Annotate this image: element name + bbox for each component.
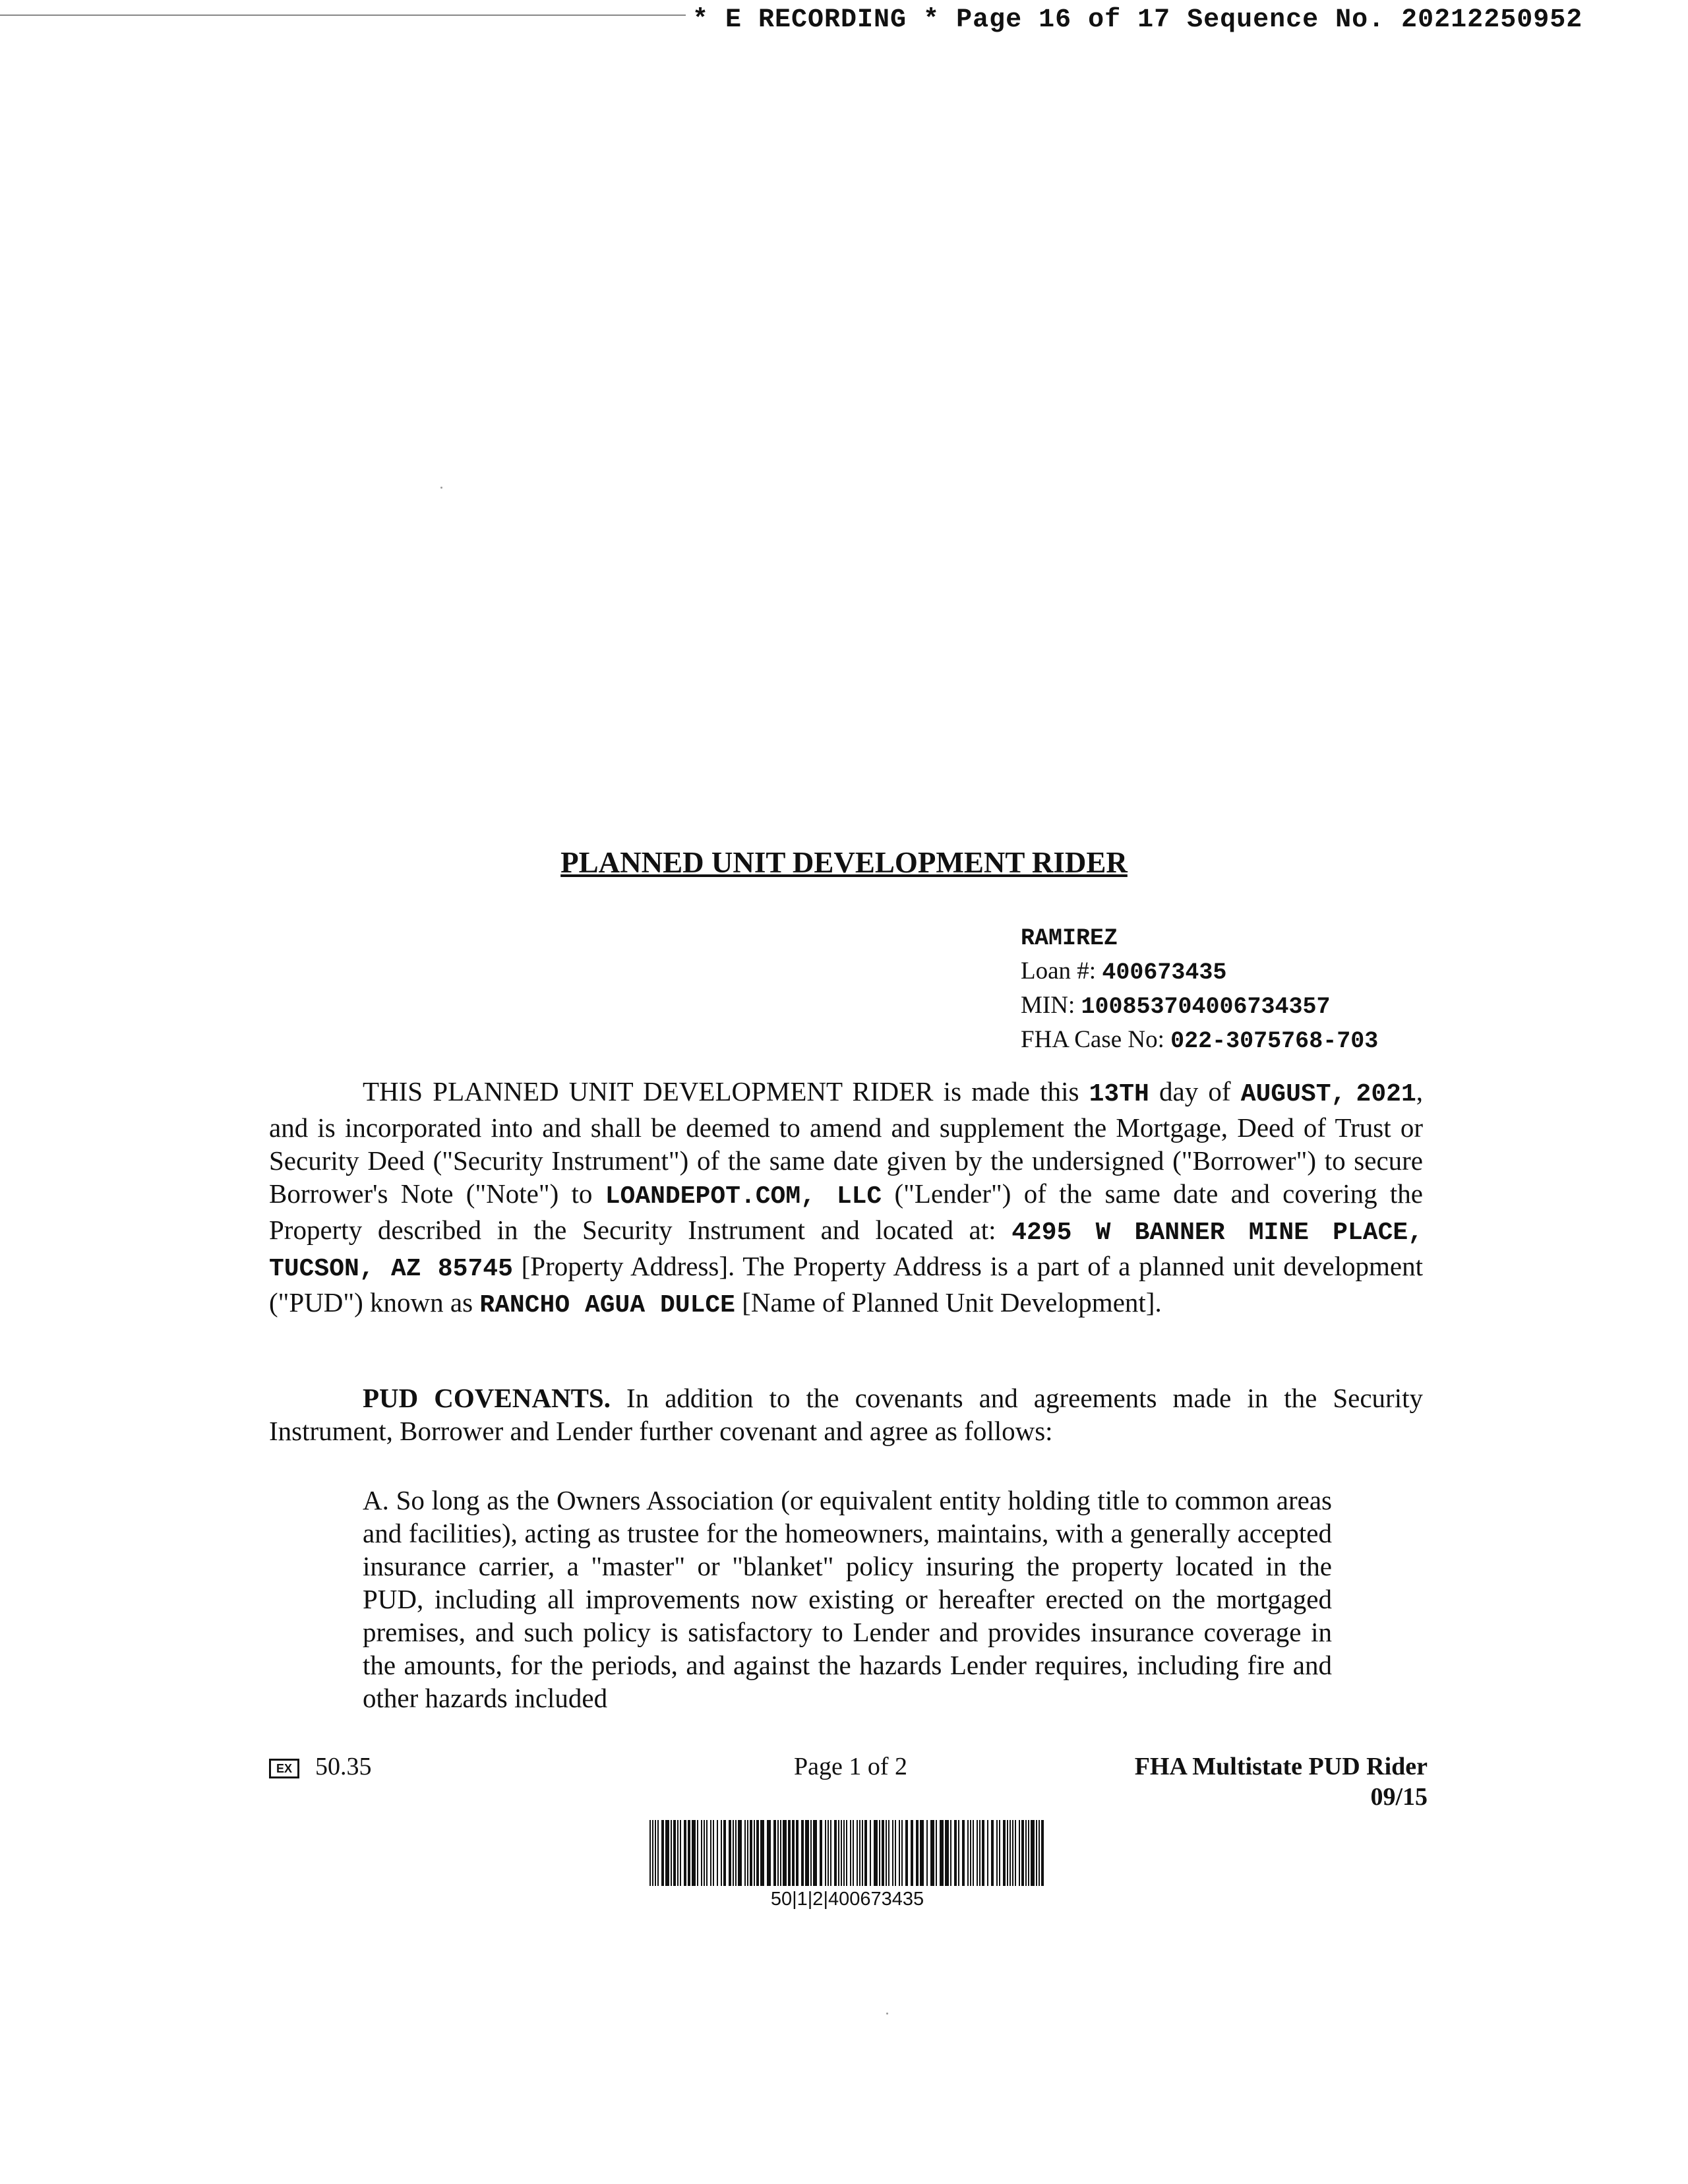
barcode-bar [962, 1820, 965, 1886]
barcode-bar [1010, 1820, 1011, 1886]
barcode-bar [704, 1820, 705, 1886]
barcode-bar [692, 1820, 696, 1886]
barcode-bar [999, 1820, 1000, 1886]
barcode-bar [996, 1820, 998, 1886]
loan-info-block [1021, 922, 1378, 1058]
rider-year: 2021 [1356, 1080, 1416, 1108]
loan-number: 400673435 [1102, 959, 1227, 986]
barcode-bar [677, 1820, 678, 1886]
barcode-bar [940, 1820, 944, 1886]
barcode-bar [967, 1820, 969, 1886]
form-date: 09/15 [1370, 1783, 1428, 1811]
barcode-bar [916, 1820, 919, 1886]
barcode-bar [1021, 1820, 1024, 1886]
intro-text: , and is incorporated into and shall be deemed to amend and supplement the Mortgage, Deed of Trust or Security Deed ("Security Instrument") of the same date given by the undersigned ("Borrower") to secure Borrower's Note ("Note") to [269, 1076, 1423, 1209]
rider-month: AUGUST, [1240, 1080, 1346, 1108]
intro-text: ("Lender") of the same date and covering the Property described in the Security Instrument and located at: [269, 1178, 1423, 1245]
barcode [649, 1820, 1045, 1910]
barcode-bar [738, 1820, 742, 1886]
fha-case-label: FHA Case No: [1021, 1026, 1164, 1053]
property-address: 4295 W BANNER MINE PLACE, TUCSON, AZ 85745 [269, 1219, 1424, 1283]
barcode-bar [954, 1820, 957, 1886]
pud-covenants-text: In addition to the covenants and agreements made in the Security Instrument, Borrower and Lender further covenant and agree as follows: [269, 1383, 1423, 1446]
rider-day: 13TH [1089, 1080, 1149, 1108]
intro-text: [Property Address]. The Property Address is a part of a planned unit development ("PUD") known as [269, 1251, 1423, 1318]
barcode-bar [673, 1820, 676, 1886]
barcode-bar [783, 1820, 787, 1886]
barcode-bar [1028, 1820, 1029, 1886]
recording-stamp: * E RECORDING * Page 16 of 17 Sequence No. 20212250952 [692, 5, 1583, 35]
barcode-bar [701, 1820, 702, 1886]
barcode-bar [828, 1820, 829, 1886]
lender-name: LOANDEPOT.COM, LLC [605, 1182, 882, 1211]
barcode-bar [1031, 1820, 1035, 1886]
barcode-bar [684, 1820, 686, 1886]
barcode-bar [697, 1820, 698, 1886]
barcode-bar [979, 1820, 980, 1886]
barcode-bar [652, 1820, 653, 1886]
barcode-bar [801, 1820, 804, 1886]
barcode-bar [853, 1820, 854, 1886]
barcode-bar [936, 1820, 937, 1886]
ex-form-icon: EX [269, 1759, 299, 1778]
barcode-bar [680, 1820, 681, 1886]
barcode-bar [857, 1820, 858, 1886]
barcode-bar [834, 1820, 837, 1886]
scan-speck [886, 2013, 888, 2015]
barcode-bar [874, 1820, 878, 1886]
barcode-bar [1025, 1820, 1027, 1886]
barcode-bars [649, 1820, 1045, 1886]
barcode-bar [796, 1820, 799, 1886]
min-line [1021, 989, 1378, 1023]
barcode-bar [973, 1820, 974, 1886]
barcode-bar [945, 1820, 949, 1886]
barcode-bar [810, 1820, 812, 1886]
form-number: 50.35 [315, 1753, 372, 1780]
barcode-bar [850, 1820, 851, 1886]
barcode-bar [735, 1820, 737, 1886]
barcode-bar [655, 1820, 656, 1886]
barcode-bar [754, 1820, 755, 1886]
barcode-bar [1036, 1820, 1037, 1886]
barcode-bar [805, 1820, 809, 1886]
barcode-bar [838, 1820, 839, 1886]
barcode-bar [859, 1820, 860, 1886]
barcode-bar [892, 1820, 893, 1886]
barcode-bar [830, 1820, 831, 1886]
barcode-bar [886, 1820, 887, 1886]
barcode-bar [813, 1820, 817, 1886]
barcode-bar [788, 1820, 791, 1886]
barcode-bar [926, 1820, 928, 1886]
barcode-bar [958, 1820, 959, 1886]
barcode-bar [930, 1820, 934, 1886]
barcode-bar [870, 1820, 871, 1886]
barcode-bar [717, 1820, 718, 1886]
min-label: MIN: [1021, 992, 1075, 1019]
barcode-bar [879, 1820, 880, 1886]
barcode-bar [733, 1820, 734, 1886]
barcode-bar [920, 1820, 924, 1886]
intro-text [1346, 1076, 1356, 1107]
barcode-bar [767, 1820, 771, 1886]
intro-text: day of [1149, 1076, 1241, 1107]
barcode-bar [671, 1820, 672, 1886]
barcode-bar [882, 1820, 884, 1886]
loan-number-line [1021, 955, 1378, 989]
barcode-bar [756, 1820, 759, 1886]
barcode-bar [1015, 1820, 1016, 1886]
barcode-bar [895, 1820, 896, 1886]
barcode-bar [846, 1820, 847, 1886]
fha-case-number: 022-3075768-703 [1170, 1028, 1379, 1054]
barcode-bar [780, 1820, 781, 1886]
barcode-bar [901, 1820, 903, 1886]
barcode-bar [899, 1820, 900, 1886]
barcode-bar [661, 1820, 664, 1886]
scan-edge-line [0, 15, 686, 16]
page-number: Page 1 of 2 [793, 1753, 908, 1780]
pud-covenants-paragraph [269, 1381, 1423, 1447]
barcode-bar [1003, 1820, 1006, 1886]
barcode-bar [841, 1820, 842, 1886]
barcode-bar [773, 1820, 776, 1886]
document-title: PLANNED UNIT DEVELOPMENT RIDER [560, 846, 1128, 879]
barcode-bar [706, 1820, 708, 1886]
barcode-bar [843, 1820, 845, 1886]
barcode-bar [1041, 1820, 1044, 1886]
borrower-name: RAMIREZ [1021, 925, 1118, 952]
covenant-a-paragraph: A. So long as the Owners Association (or equivalent entity holding title to common areas and facilities), acting as trustee for the homeowners, maintains, with a generally accepted insurance carrier, a "master" or "blanket" policy insuring the property located in the PUD, including all improvements now existing or hereafter erected on the mortgaged premises, and such policy is satisfactory to Lender and provides insurance coverage in the amounts, for the periods, and against the hazards Lender requires, including fire and other hazards included [363, 1485, 1332, 1713]
barcode-bar [1039, 1820, 1040, 1886]
pud-covenants-heading: PUD COVENANTS. [363, 1383, 611, 1413]
intro-text: THIS PLANNED UNIT DEVELOPMENT RIDER is made this [363, 1076, 1089, 1107]
barcode-bar [747, 1820, 748, 1886]
pud-name: RANCHO AGUA DULCE [479, 1291, 735, 1320]
barcode-bar [970, 1820, 971, 1886]
barcode-bar [1012, 1820, 1013, 1886]
barcode-bar [744, 1820, 746, 1886]
intro-text: [Name of Planned Unit Development]. [735, 1287, 1162, 1318]
barcode-bar [750, 1820, 752, 1886]
barcode-bar [987, 1820, 988, 1886]
barcode-text: 50|1|2|400673435 [770, 1889, 924, 1910]
form-number-block [269, 1751, 372, 1782]
fha-case-line [1021, 1023, 1378, 1058]
barcode-bar [777, 1820, 779, 1886]
barcode-bar [950, 1820, 951, 1886]
form-name: FHA Multistate PUD Rider [1134, 1753, 1428, 1780]
barcode-bar [905, 1820, 908, 1886]
barcode-bar [864, 1820, 867, 1886]
barcode-bar [729, 1820, 731, 1886]
barcode-bar [982, 1820, 984, 1886]
barcode-bar [723, 1820, 726, 1886]
barcode-bar [977, 1820, 978, 1886]
barcode-bar [991, 1820, 994, 1886]
barcode-bar [825, 1820, 826, 1886]
form-name-block [1135, 1751, 1428, 1812]
barcode-bar [888, 1820, 889, 1886]
loan-number-label: Loan #: [1021, 957, 1097, 985]
barcode-bar [1019, 1820, 1020, 1886]
barcode-bar [1007, 1820, 1008, 1886]
barcode-bar [713, 1820, 714, 1886]
barcode-bar [710, 1820, 711, 1886]
barcode-bar [792, 1820, 795, 1886]
barcode-bar [911, 1820, 913, 1886]
barcode-bar [665, 1820, 669, 1886]
barcode-bar [820, 1820, 822, 1886]
barcode-bar [649, 1820, 651, 1886]
barcode-bar [760, 1820, 764, 1886]
barcode-bar [688, 1820, 690, 1886]
scan-speck [440, 487, 442, 489]
rider-intro-paragraph [269, 1075, 1423, 1322]
barcode-bar [657, 1820, 659, 1886]
barcode-bar [862, 1820, 863, 1886]
barcode-bar [721, 1820, 722, 1886]
min-number: 100853704006734357 [1081, 994, 1331, 1020]
